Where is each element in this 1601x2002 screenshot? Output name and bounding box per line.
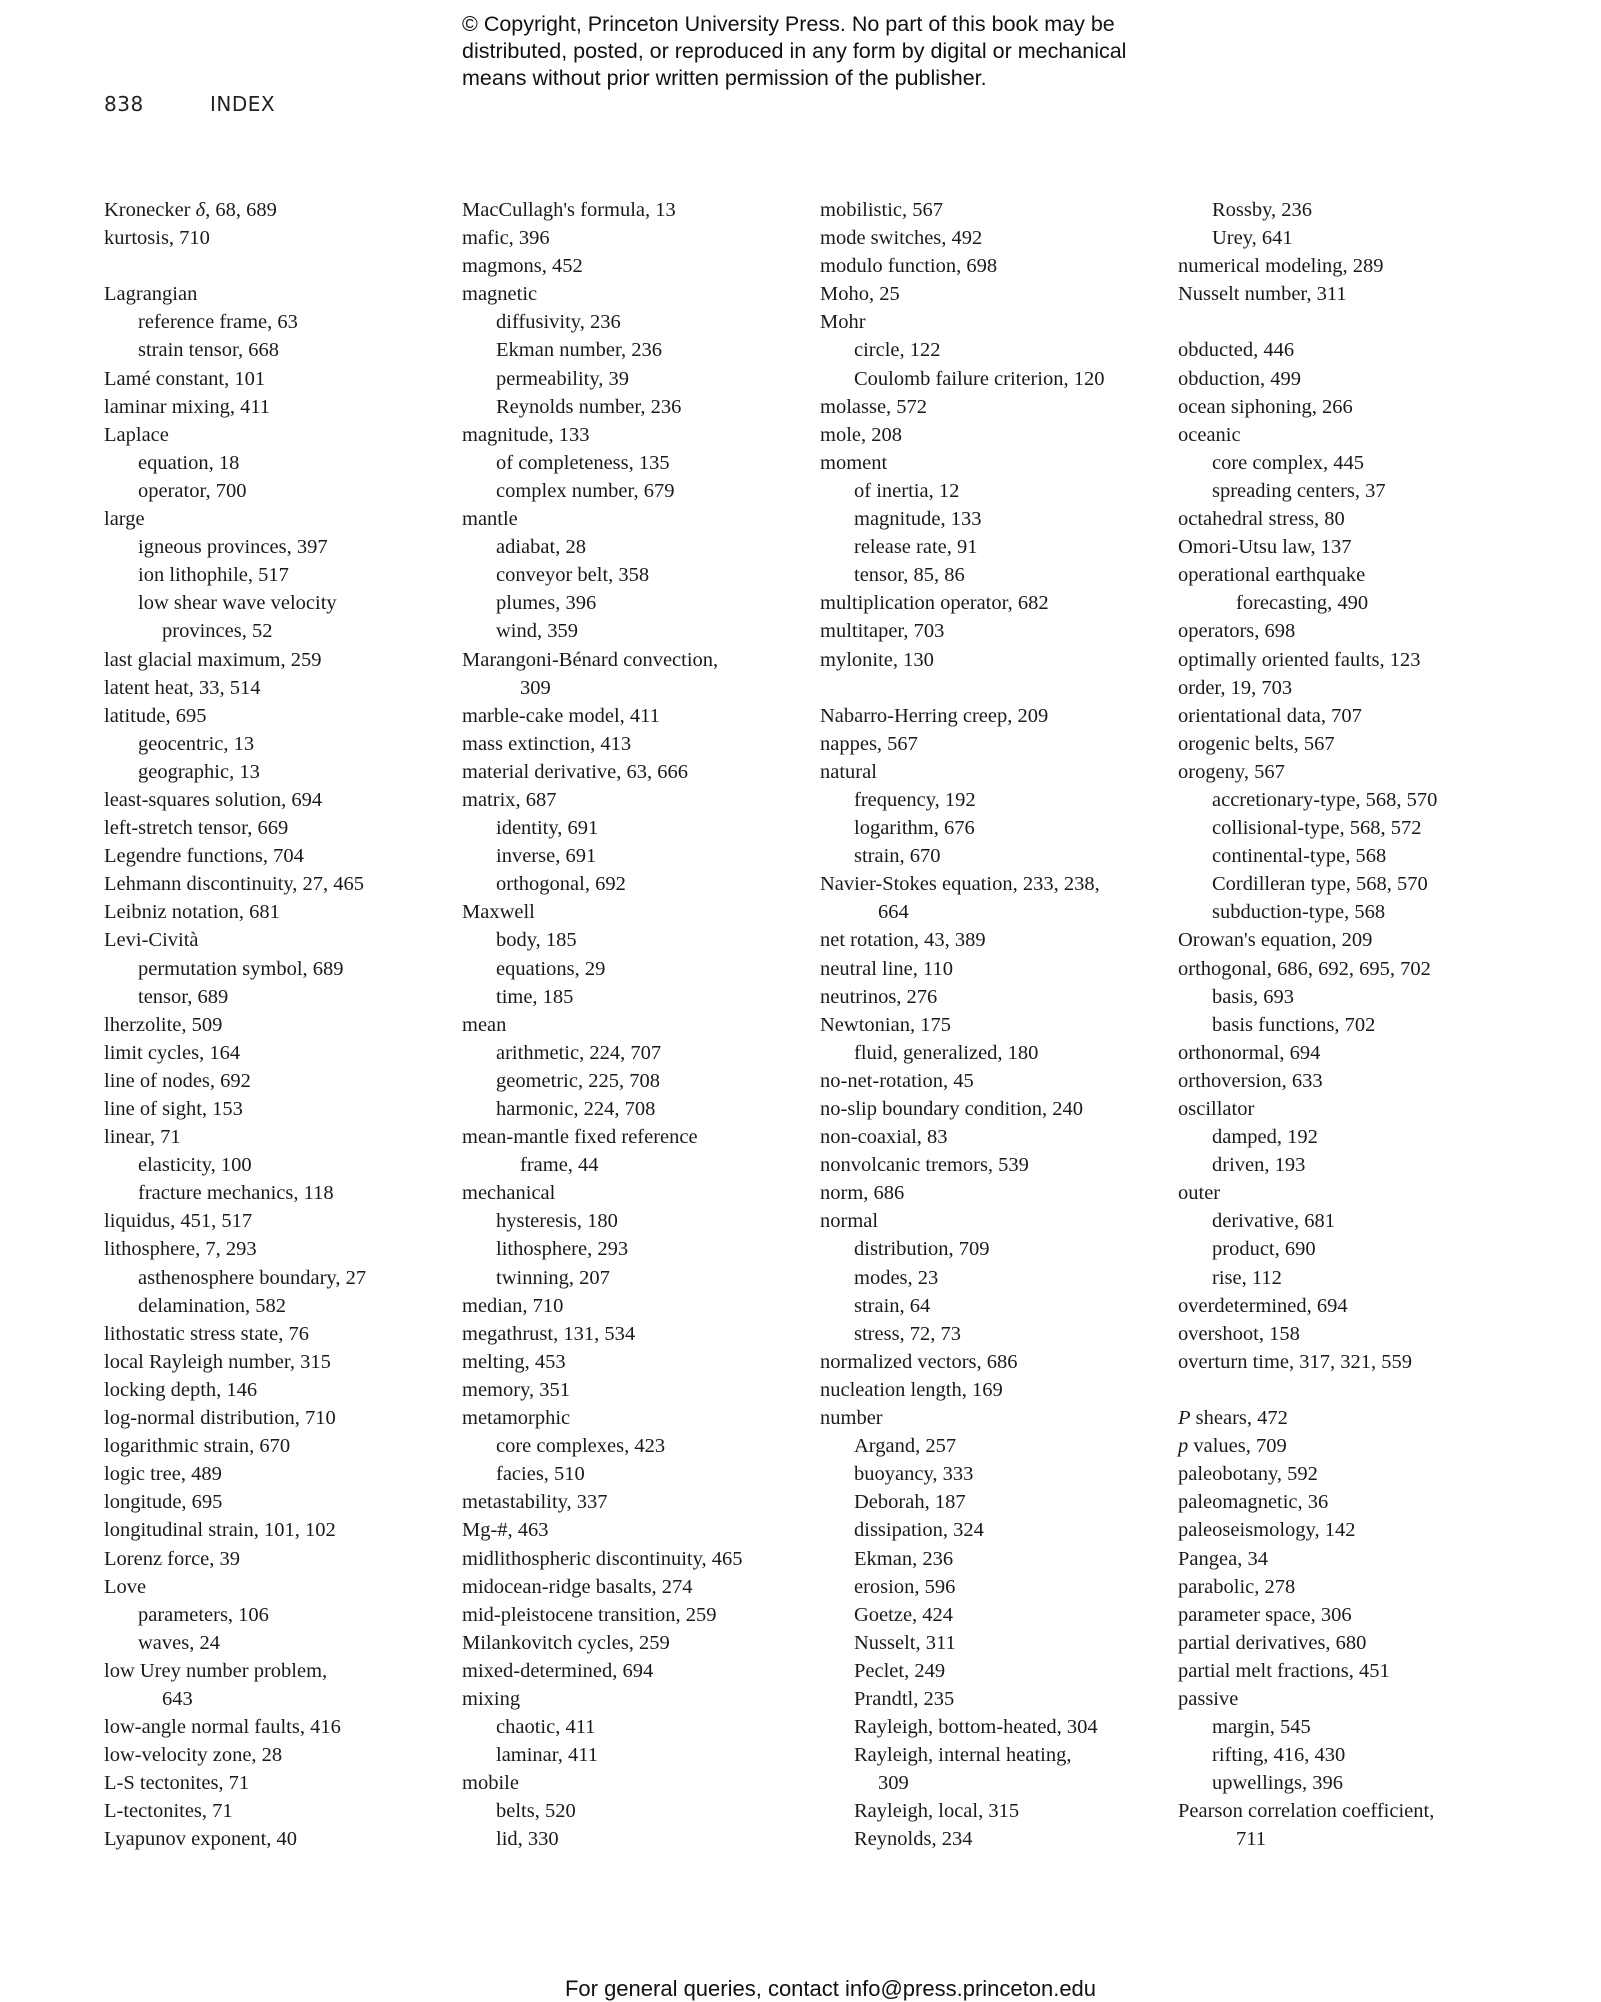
- footer-contact: For general queries, contact info@press.princeton.edu: [564, 1976, 1097, 2001]
- index-entry: Love: [104, 1575, 147, 1598]
- index-entry: Omori-Utsu law, 137: [1178, 536, 1352, 559]
- page-number: 838: [104, 92, 144, 116]
- index-entry: Kronecker δ, 68, 689: [104, 199, 277, 221]
- index-entry: matrix, 687: [462, 788, 557, 811]
- index-entry: Lorenz force, 39: [104, 1547, 241, 1570]
- index-subentry: continental-type, 568: [1212, 845, 1387, 868]
- index-entry: Maxwell: [462, 901, 535, 924]
- index-entry: Laplace: [104, 423, 169, 446]
- index-entry: octahedral stress, 80: [1178, 508, 1345, 531]
- index-subentry: strain tensor, 668: [138, 339, 279, 362]
- index-subentry: rifting, 416, 430: [1212, 1744, 1346, 1767]
- index-subentry: rise, 112: [1212, 1266, 1282, 1289]
- index-entry: moment: [820, 451, 888, 474]
- index-entry: midlithospheric discontinuity, 465: [462, 1547, 743, 1570]
- index-entry: Legendre functions, 704: [104, 845, 304, 868]
- index-entry: Pangea, 34: [1178, 1547, 1268, 1570]
- index-continuation: 643: [162, 1687, 193, 1710]
- index-entry: mixing: [462, 1687, 521, 1710]
- index-subentry: collisional-type, 568, 572: [1212, 817, 1422, 840]
- index-entry: natural: [820, 760, 877, 783]
- index-entry: paleomagnetic, 36: [1178, 1491, 1329, 1514]
- index-entry: midocean-ridge basalts, 274: [462, 1575, 693, 1598]
- index-entry: least-squares solution, 694: [104, 788, 323, 811]
- index-subentry: core complex, 445: [1212, 451, 1364, 474]
- index-subentry: identity, 691: [496, 817, 599, 840]
- index-subentry: orthogonal, 692: [496, 873, 626, 896]
- index-subentry: plumes, 396: [496, 592, 597, 615]
- index-subentry: permutation symbol, 689: [138, 957, 344, 980]
- index-entry: lithostatic stress state, 76: [104, 1322, 309, 1345]
- index-entry: lithosphere, 7, 293: [104, 1238, 257, 1261]
- index-entry: lherzolite, 509: [104, 1013, 223, 1036]
- index-entry: nappes, 567: [820, 732, 918, 755]
- index-subentry: Cordilleran type, 568, 570: [1212, 873, 1428, 896]
- index-entry: limit cycles, 164: [104, 1041, 241, 1064]
- index-subentry: tensor, 689: [138, 985, 229, 1008]
- index-entry: mode switches, 492: [820, 227, 983, 250]
- index-subentry: operator, 700: [138, 479, 247, 502]
- index-entry: Leibniz notation, 681: [104, 901, 280, 924]
- index-entry: operational earthquake: [1178, 564, 1366, 587]
- index-subentry: wind, 359: [496, 620, 578, 643]
- index-entry: orogeny, 567: [1178, 760, 1285, 783]
- index-subentry: permeability, 39: [496, 367, 630, 390]
- index-entry: oscillator: [1178, 1098, 1255, 1120]
- index-entry: nonvolcanic tremors, 539: [820, 1154, 1029, 1177]
- copyright-line-1: © Copyright, Princeton University Press. No part of this book may be: [462, 12, 1115, 36]
- index-continuation: forecasting, 490: [1236, 592, 1369, 615]
- index-entry: mylonite, 130: [820, 648, 934, 671]
- index-subentry: of inertia, 12: [854, 479, 960, 502]
- index-entry: Nabarro-Herring creep, 209: [820, 704, 1049, 727]
- index-entry: normalized vectors, 686: [820, 1350, 1018, 1373]
- index-entry: log-normal distribution, 710: [104, 1407, 336, 1430]
- copyright-line-3: means without prior written permission of the publisher.: [462, 66, 987, 90]
- index-entry: orthonormal, 694: [1178, 1041, 1321, 1064]
- index-entry: Mg-#, 463: [462, 1519, 549, 1542]
- index-entry: non-coaxial, 83: [820, 1126, 948, 1149]
- index-subentry: erosion, 596: [854, 1575, 956, 1598]
- index-subentry: release rate, 91: [854, 536, 978, 559]
- index-entry: Pearson correlation coefficient,: [1178, 1800, 1435, 1823]
- index-subentry: belts, 520: [496, 1800, 576, 1823]
- index-subentry: body, 185: [496, 929, 577, 952]
- index-entry: mantle: [462, 508, 518, 531]
- index-entry: normal: [820, 1210, 879, 1233]
- index-entry: partial derivatives, 680: [1178, 1631, 1367, 1654]
- index-entry: logic tree, 489: [104, 1463, 222, 1486]
- index-entry: latent heat, 33, 514: [104, 676, 261, 699]
- index-entry: Newtonian, 175: [820, 1013, 951, 1036]
- index-subentry: ion lithophile, 517: [138, 564, 289, 587]
- index-entry: memory, 351: [462, 1378, 570, 1401]
- index-entry: Navier-Stokes equation, 233, 238,: [820, 873, 1100, 896]
- index-entry: Milankovitch cycles, 259: [462, 1631, 670, 1654]
- index-entry: mechanical: [462, 1182, 556, 1205]
- index-subentry: arithmetic, 224, 707: [496, 1041, 662, 1064]
- index-subentry: Deborah, 187: [854, 1491, 966, 1514]
- index-subentry: igneous provinces, 397: [138, 536, 328, 559]
- index-subentry: Coulomb failure criterion, 120: [854, 367, 1105, 390]
- index-entry: local Rayleigh number, 315: [104, 1350, 331, 1373]
- index-subentry: logarithm, 676: [854, 817, 975, 840]
- index-entry: no-slip boundary condition, 240: [820, 1098, 1084, 1120]
- index-continuation: 309: [878, 1772, 909, 1795]
- index-entry: nucleation length, 169: [820, 1378, 1003, 1401]
- index-subentry: core complexes, 423: [496, 1435, 666, 1458]
- index-entry: Orowan's equation, 209: [1178, 929, 1373, 952]
- section-gap: [104, 252, 454, 280]
- index-subentry: Peclet, 249: [854, 1659, 946, 1682]
- index-subentry: product, 690: [1212, 1238, 1316, 1261]
- index-entry: partial melt fractions, 451: [1178, 1659, 1390, 1682]
- index-entry: modulo function, 698: [820, 255, 998, 278]
- index-entry: magnitude, 133: [462, 423, 590, 446]
- index-entry: paleobotany, 592: [1178, 1463, 1318, 1486]
- index-subentry: Rossby, 236: [1212, 199, 1313, 221]
- index-entry: obducted, 446: [1178, 339, 1295, 362]
- index-subentry: diffusivity, 236: [496, 311, 621, 334]
- index-subentry: damped, 192: [1212, 1126, 1318, 1149]
- index-entry: longitudinal strain, 101, 102: [104, 1519, 336, 1542]
- index-entry: mixed-determined, 694: [462, 1659, 654, 1682]
- index-entry: parameter space, 306: [1178, 1603, 1352, 1626]
- running-head: [104, 92, 275, 116]
- index-entry: low Urey number problem,: [104, 1659, 328, 1682]
- index-entry: number: [820, 1407, 883, 1430]
- index-entry: orthoversion, 633: [1178, 1069, 1323, 1092]
- copyright-notice: [462, 11, 1222, 92]
- index-subentry: Reynolds number, 236: [496, 395, 682, 418]
- index-subentry: hysteresis, 180: [496, 1210, 618, 1233]
- index-entry: p values, 709: [1178, 1435, 1287, 1458]
- index-entry: melting, 453: [462, 1350, 566, 1373]
- index-subentry: complex number, 679: [496, 479, 675, 502]
- index-entry: Levi-Cività: [104, 929, 199, 952]
- index-entry: parabolic, 278: [1178, 1575, 1296, 1598]
- index-continuation: provinces, 52: [162, 620, 273, 643]
- index-entry: Lyapunov exponent, 40: [104, 1828, 298, 1851]
- index-subentry: lid, 330: [496, 1828, 559, 1851]
- index-column-1: [104, 196, 454, 1854]
- index-entry: numerical modeling, 289: [1178, 255, 1384, 278]
- index-entry: latitude, 695: [104, 704, 207, 727]
- index-subentry: elasticity, 100: [138, 1154, 252, 1177]
- index-continuation: 711: [1236, 1828, 1266, 1851]
- index-entry: linear, 71: [104, 1126, 181, 1149]
- index-entry: line of sight, 153: [104, 1098, 243, 1120]
- index-continuation: frame, 44: [520, 1154, 599, 1177]
- index-entry: orientational data, 707: [1178, 704, 1362, 727]
- index-subentry: modes, 23: [854, 1266, 939, 1289]
- index-subentry: Reynolds, 234: [854, 1828, 973, 1851]
- index-subentry: buoyancy, 333: [854, 1463, 974, 1486]
- section-title: INDEX: [210, 92, 276, 116]
- index-subentry: facies, 510: [496, 1463, 585, 1486]
- index-entry: magmons, 452: [462, 255, 583, 278]
- section-gap: [1178, 1376, 1528, 1404]
- index-entry: kurtosis, 710: [104, 227, 210, 250]
- index-entry: mid-pleistocene transition, 259: [462, 1603, 717, 1626]
- index-entry: net rotation, 43, 389: [820, 929, 986, 952]
- index-entry: Moho, 25: [820, 283, 900, 306]
- index-entry: median, 710: [462, 1294, 564, 1317]
- index-subentry: twinning, 207: [496, 1266, 610, 1289]
- index-entry: molasse, 572: [820, 395, 928, 418]
- index-column-3: [820, 196, 1170, 1854]
- index-subentry: geocentric, 13: [138, 732, 255, 755]
- index-entry: overturn time, 317, 321, 559: [1178, 1350, 1413, 1373]
- index-subentry: basis, 693: [1212, 985, 1294, 1008]
- index-entry: mean-mantle fixed reference: [462, 1126, 698, 1149]
- index-entry: locking depth, 146: [104, 1378, 258, 1401]
- index-entry: last glacial maximum, 259: [104, 648, 322, 671]
- index-entry: logarithmic strain, 670: [104, 1435, 291, 1458]
- index-subentry: Urey, 641: [1212, 227, 1293, 250]
- index-subentry: spreading centers, 37: [1212, 479, 1386, 502]
- index-subentry: lithosphere, 293: [496, 1238, 629, 1261]
- index-subentry: geometric, 225, 708: [496, 1069, 660, 1092]
- index-entry: mean: [462, 1013, 507, 1036]
- index-continuation: 309: [520, 676, 551, 699]
- index-entry: L-S tectonites, 71: [104, 1772, 250, 1795]
- index-subentry: geographic, 13: [138, 760, 260, 783]
- index-subentry: dissipation, 324: [854, 1519, 984, 1542]
- index-entry: Lamé constant, 101: [104, 367, 266, 390]
- index-subentry: Prandtl, 235: [854, 1687, 955, 1710]
- section-gap: [820, 674, 1170, 702]
- index-subentry: time, 185: [496, 985, 574, 1008]
- index-entry: Mohr: [820, 311, 866, 334]
- index-entry: neutral line, 110: [820, 957, 954, 980]
- index-subentry: fracture mechanics, 118: [138, 1182, 334, 1205]
- index-subentry: waves, 24: [138, 1631, 220, 1654]
- index-entry: outer: [1178, 1182, 1221, 1205]
- index-entry: order, 19, 703: [1178, 676, 1293, 699]
- index-entry: orogenic belts, 567: [1178, 732, 1335, 755]
- index-entry: Nusselt number, 311: [1178, 283, 1347, 306]
- index-subentry: magnitude, 133: [854, 508, 982, 531]
- index-entry: metastability, 337: [462, 1491, 608, 1514]
- index-subentry: conveyor belt, 358: [496, 564, 650, 587]
- index-subentry: derivative, 681: [1212, 1210, 1335, 1233]
- index-subentry: asthenosphere boundary, 27: [138, 1266, 367, 1289]
- index-subentry: delamination, 582: [138, 1294, 287, 1317]
- index-entry: paleoseismology, 142: [1178, 1519, 1356, 1542]
- index-continuation: 664: [878, 901, 909, 924]
- copyright-line-2: distributed, posted, or reproduced in any form by digital or mechanical: [462, 39, 1127, 63]
- index-entry: megathrust, 131, 534: [462, 1322, 636, 1345]
- index-column-2: [462, 196, 812, 1854]
- index-subentry: frequency, 192: [854, 788, 976, 811]
- index-entry: low-velocity zone, 28: [104, 1744, 283, 1767]
- index-subentry: circle, 122: [854, 339, 941, 362]
- index-subentry: margin, 545: [1212, 1716, 1311, 1739]
- index-entry: Lehmann discontinuity, 27, 465: [104, 873, 365, 896]
- index-subentry: Nusselt, 311: [854, 1631, 956, 1654]
- index-entry: overdetermined, 694: [1178, 1294, 1348, 1317]
- index-entry: passive: [1178, 1687, 1239, 1710]
- index-subentry: Ekman number, 236: [496, 339, 662, 362]
- index-entry: multitaper, 703: [820, 620, 945, 643]
- index-subentry: basis functions, 702: [1212, 1013, 1376, 1036]
- index-entry: low-angle normal faults, 416: [104, 1716, 341, 1739]
- index-subentry: distribution, 709: [854, 1238, 990, 1261]
- index-subentry: strain, 64: [854, 1294, 931, 1317]
- index-entry: Lagrangian: [104, 283, 198, 306]
- index-entry: magnetic: [462, 283, 538, 306]
- index-subentry: accretionary-type, 568, 570: [1212, 788, 1438, 811]
- index-entry: ocean siphoning, 266: [1178, 395, 1353, 418]
- index-entry: oceanic: [1178, 423, 1241, 446]
- index-subentry: driven, 193: [1212, 1154, 1306, 1177]
- index-subentry: upwellings, 396: [1212, 1772, 1343, 1795]
- index-entry: overshoot, 158: [1178, 1322, 1300, 1345]
- index-subentry: adiabat, 28: [496, 536, 586, 559]
- index-subentry: laminar, 411: [496, 1744, 599, 1767]
- index-entry: Marangoni-Bénard convection,: [462, 648, 719, 671]
- index-subentry: strain, 670: [854, 845, 941, 868]
- index-column-4: [1178, 196, 1528, 1854]
- index-subentry: equations, 29: [496, 957, 606, 980]
- index-subentry: tensor, 85, 86: [854, 564, 965, 587]
- index-entry: optimally oriented faults, 123: [1178, 648, 1421, 671]
- index-subentry: parameters, 106: [138, 1603, 269, 1626]
- index-entry: metamorphic: [462, 1407, 571, 1430]
- section-gap: [1178, 308, 1528, 336]
- index-subentry: reference frame, 63: [138, 311, 298, 334]
- index-entry: P shears, 472: [1178, 1407, 1288, 1430]
- index-entry: obduction, 499: [1178, 367, 1301, 390]
- index-subentry: Rayleigh, bottom-heated, 304: [854, 1716, 1098, 1739]
- index-subentry: Goetze, 424: [854, 1603, 954, 1626]
- index-columns: [104, 196, 1564, 1856]
- index-entry: neutrinos, 276: [820, 985, 938, 1008]
- index-entry: material derivative, 63, 666: [462, 760, 688, 783]
- index-entry: laminar mixing, 411: [104, 395, 271, 418]
- index-subentry: fluid, generalized, 180: [854, 1041, 1039, 1064]
- index-entry: no-net-rotation, 45: [820, 1069, 974, 1092]
- index-entry: operators, 698: [1178, 620, 1296, 643]
- index-entry: orthogonal, 686, 692, 695, 702: [1178, 957, 1431, 980]
- index-subentry: harmonic, 224, 708: [496, 1098, 656, 1120]
- index-subentry: low shear wave velocity: [138, 592, 337, 615]
- index-entry: MacCullagh's formula, 13: [462, 199, 676, 221]
- index-entry: marble-cake model, 411: [462, 704, 660, 727]
- index-entry: large: [104, 508, 145, 531]
- footer: [0, 1976, 1601, 2002]
- index-entry: mafic, 396: [462, 227, 550, 250]
- index-entry: norm, 686: [820, 1182, 905, 1205]
- index-entry: mobile: [462, 1772, 519, 1795]
- index-subentry: subduction-type, 568: [1212, 901, 1386, 924]
- index-entry: mobilistic, 567: [820, 199, 943, 221]
- index-subentry: Argand, 257: [854, 1435, 957, 1458]
- index-subentry: equation, 18: [138, 451, 240, 474]
- index-subentry: stress, 72, 73: [854, 1322, 962, 1345]
- index-subentry: Rayleigh, internal heating,: [854, 1744, 1072, 1767]
- index-subentry: Rayleigh, local, 315: [854, 1800, 1020, 1823]
- index-entry: multiplication operator, 682: [820, 592, 1049, 615]
- index-entry: left-stretch tensor, 669: [104, 817, 289, 840]
- index-entry: L-tectonites, 71: [104, 1800, 233, 1823]
- index-subentry: Ekman, 236: [854, 1547, 954, 1570]
- index-subentry: inverse, 691: [496, 845, 597, 868]
- index-entry: liquidus, 451, 517: [104, 1210, 253, 1233]
- index-subentry: chaotic, 411: [496, 1716, 596, 1739]
- index-entry: longitude, 695: [104, 1491, 223, 1514]
- index-subentry: of completeness, 135: [496, 451, 670, 474]
- index-entry: mole, 208: [820, 423, 902, 446]
- index-entry: line of nodes, 692: [104, 1069, 251, 1092]
- index-entry: mass extinction, 413: [462, 732, 632, 755]
